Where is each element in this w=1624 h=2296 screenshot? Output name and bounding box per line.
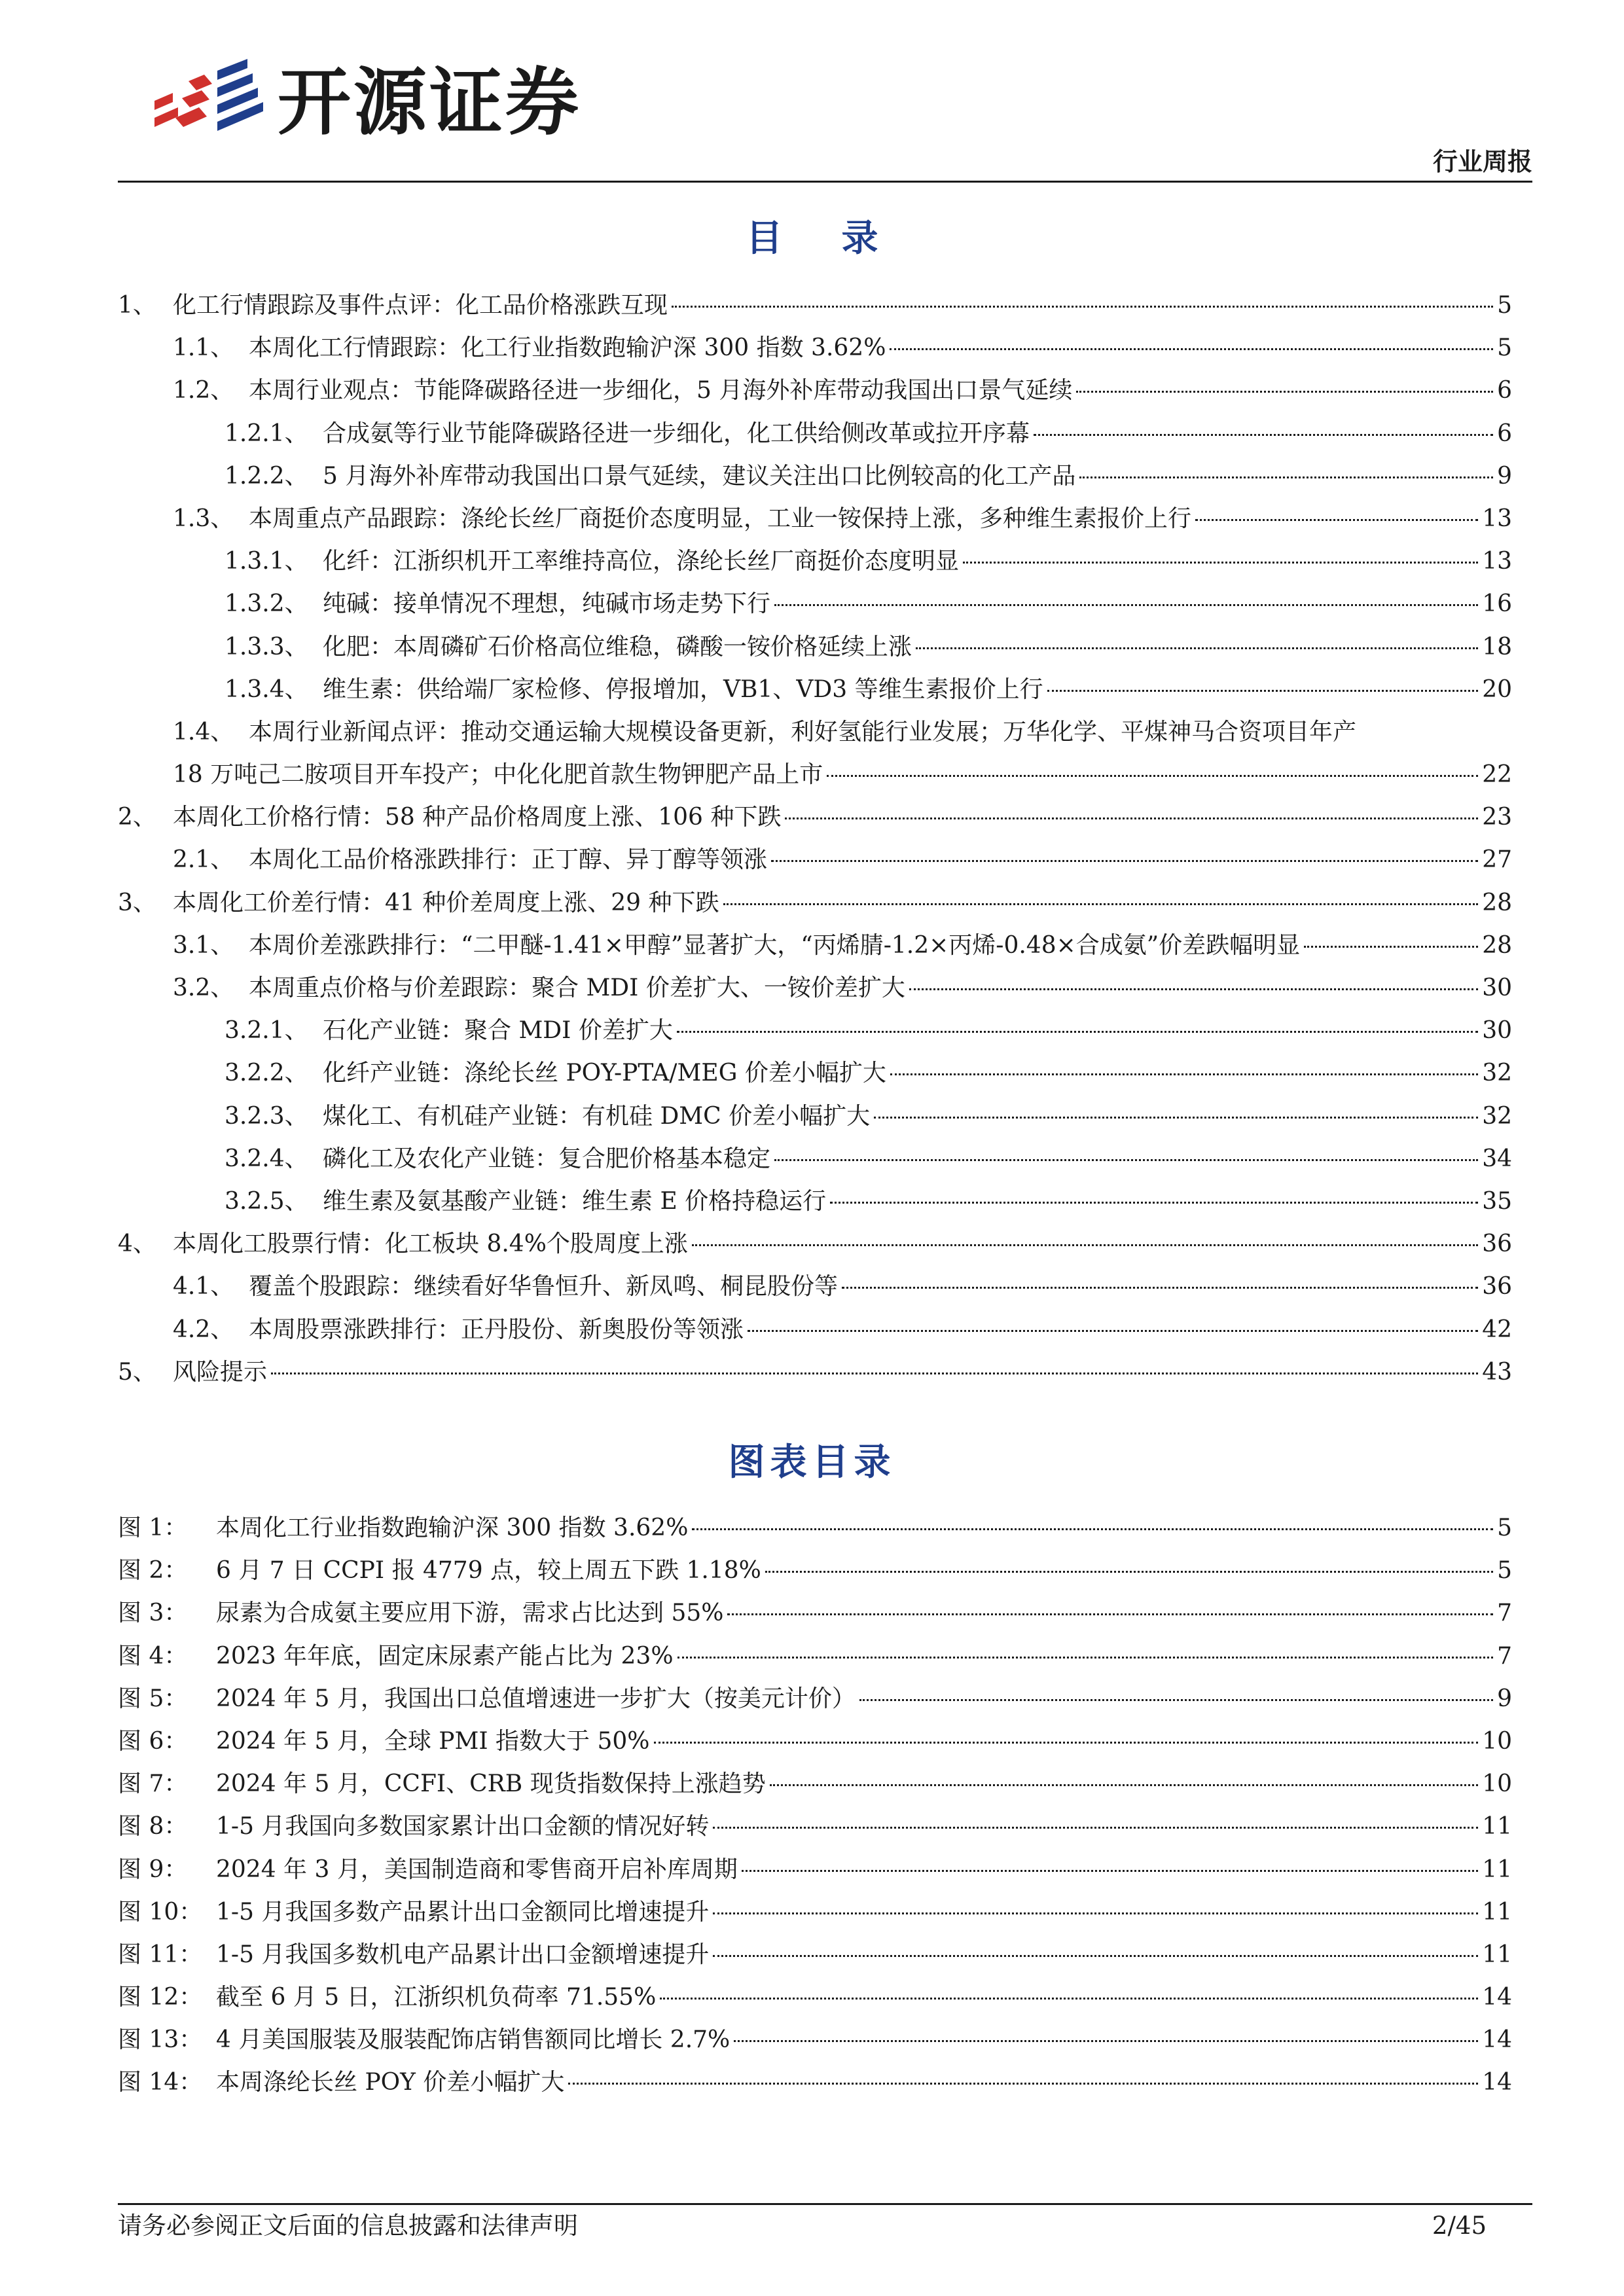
dot-leader [830,1202,1478,1204]
dot-leader [734,2040,1478,2042]
toc-entry[interactable] [118,327,1512,369]
toc-entry-number: 4、 [118,1230,156,1258]
toc-entry[interactable] [118,668,1512,711]
figure-entry-page: 14 [1482,2069,1512,2096]
toc-entry[interactable] [118,882,1512,924]
toc-entry-title: 5 月海外补库带动我国出口景气延续，建议关注出口比例较高的化工产品 [323,462,1076,490]
toc-entry-page: 34 [1482,1145,1512,1172]
dot-leader [748,1330,1478,1332]
toc-entry-title: 本周化工价差行情：41 种价差周度上涨、29 种下跌 [173,889,719,916]
dot-leader [727,1613,1493,1615]
toc-entry-page: 6 [1497,377,1512,404]
logo-mark-icon [149,55,274,147]
toc-entry-title: 本周重点价格与价差跟踪：聚合 MDI 价差扩大、一铵价差扩大 [249,975,905,1001]
toc-entry-page: 16 [1482,590,1512,618]
toc-entry-page: 5 [1497,292,1512,319]
figure-entry-page: 5 [1497,1557,1512,1585]
toc-entry[interactable] [118,540,1512,583]
figure-entry-label: 图 5： [118,1685,188,1712]
dot-leader [654,1742,1479,1744]
toc-entry-number: 3.2、 [173,975,234,1001]
toc-entry-page: 23 [1482,804,1512,831]
toc-entry-page: 35 [1482,1187,1512,1215]
toc-entry[interactable] [118,1180,1512,1223]
toc-entry-number: 1.3、 [173,505,234,532]
toc-entry-title: 本周化工价格行情：58 种产品价格周度上涨、106 种下跌 [173,804,782,831]
figure-entry-title: 本周化工行业指数跑输沪深 300 指数 3.62% [216,1515,689,1541]
figure-entry-label: 图 8： [118,1813,188,1840]
toc-entry-title: 化纤：江浙织机开工率维持高位，涤纶长丝厂商挺价态度明显 [323,548,960,575]
toc-title: 目录 [746,217,937,260]
toc-entry-page: 13 [1482,548,1512,575]
toc-entry[interactable] [118,1351,1512,1393]
toc-entry[interactable] [118,1095,1512,1138]
dot-leader [677,1031,1478,1033]
dot-leader [774,604,1478,606]
toc-entry-number: 2、 [118,804,156,831]
figure-entry-page: 9 [1497,1685,1512,1712]
toc-entry-number: 3、 [118,889,156,916]
figure-entry-title: 6 月 7 日 CCPI 报 4779 点，较上周五下跌 1.18% [216,1557,761,1585]
figure-entry-title: 本周涤纶长丝 POY 价差小幅扩大 [216,2069,565,2096]
toc-entry-page: 30 [1482,1017,1512,1045]
toc-entry[interactable] [118,924,1512,967]
toc-entry[interactable] [118,1265,1512,1308]
figure-entry[interactable] [118,1976,1512,2018]
figure-entry-label: 图 6： [118,1727,188,1755]
dot-leader [271,1372,1478,1374]
figure-entry[interactable] [118,1933,1512,1976]
figure-entry-page: 11 [1482,1898,1512,1926]
dot-leader [890,348,1493,350]
table-of-contents [118,284,1512,1393]
toc-entry-number: 1.3.1、 [225,548,308,575]
toc-entry-page: 13 [1482,505,1512,532]
toc-entry-page: 28 [1482,931,1512,959]
figure-entry-page: 5 [1497,1515,1512,1541]
dot-leader [916,647,1478,649]
toc-entry-title: 18 万吨己二胺项目开车投产；中化化肥首款生物钾肥产品上市 [173,761,823,789]
figure-entry-label: 图 11： [118,1941,203,1968]
toc-entry-page: 32 [1482,1060,1512,1087]
toc-entry-number: 1.3.3、 [225,633,308,660]
dot-leader [890,1073,1478,1075]
dot-leader [765,1571,1493,1573]
figure-entry[interactable] [118,2018,1512,2061]
toc-entry-title: 维生素及氨基酸产业链：维生素 E 价格持稳运行 [323,1187,827,1215]
dot-leader [774,1159,1478,1161]
toc-entry-title: 合成氨等行业节能降碳路径进一步细化，化工供给侧改革或拉开序幕 [323,420,1030,447]
footer-divider [118,2203,1532,2205]
figure-entry-title: 1-5 月我国多数机电产品累计出口金额增速提升 [216,1941,710,1968]
figure-entry-title: 2024 年 5 月，我国出口总值增速进一步扩大（按美元计价） [216,1685,856,1712]
toc-entry-number: 1.1、 [173,334,234,362]
toc-entry-number: 1.2.2、 [225,462,308,490]
figure-entry[interactable] [118,1805,1512,1848]
figure-entry-label: 图 7： [118,1770,188,1798]
dot-leader [723,903,1479,905]
toc-entry-number: 4.2、 [173,1316,234,1343]
dot-leader [859,1699,1493,1701]
figure-entry-page: 11 [1482,1813,1512,1840]
dot-leader [713,1955,1478,1957]
figure-entry[interactable] [118,1635,1512,1677]
figure-entry[interactable] [118,1549,1512,1592]
dot-leader [692,1528,1493,1530]
figure-entry-title: 2024 年 3 月，美国制造商和零售商开启补库周期 [216,1856,738,1883]
figure-entry-page: 10 [1482,1770,1512,1798]
toc-entry[interactable] [118,497,1512,540]
toc-entry[interactable] [118,583,1512,625]
dot-leader [672,306,1493,308]
footer-disclaimer: 请务必参阅正文后面的信息披露和法律声明 [118,2212,578,2240]
figure-entry-page: 14 [1482,2026,1512,2054]
toc-entry-page: 27 [1482,846,1512,874]
toc-entry[interactable] [118,1138,1512,1180]
toc-entry[interactable] [118,753,1512,796]
toc-entry-number: 5、 [118,1358,156,1386]
toc-entry-number: 3.2.5、 [225,1187,308,1215]
figure-entry[interactable] [118,1848,1512,1891]
dot-leader [1079,476,1493,478]
brand-name: 开源证券 [278,60,581,145]
toc-entry-number: 3.2.1、 [225,1017,308,1045]
dot-leader [771,860,1478,862]
figure-entry-page: 11 [1482,1941,1512,1968]
toc-entry-page: 28 [1482,889,1512,916]
toc-entry-page: 42 [1482,1316,1512,1343]
toc-entry-number: 4.1、 [173,1273,234,1300]
dot-leader [770,1784,1478,1786]
figure-entry-label: 图 4： [118,1642,188,1670]
toc-entry[interactable] [118,369,1512,412]
dot-leader [692,1244,1478,1246]
figure-entry-title: 1-5 月我国向多数国家累计出口金额的情况好转 [216,1813,710,1840]
dot-leader [713,1912,1478,1914]
toc-entry-page: 6 [1497,420,1512,447]
toc-entry-page: 43 [1482,1358,1512,1386]
toc-entry-title: 本周股票涨跌排行：正丹股份、新奥股份等领涨 [249,1316,744,1343]
figure-entry-title: 4 月美国服装及服装配饰店销售额同比增长 2.7% [216,2026,731,2054]
toc-entry-title: 风险提示 [173,1358,268,1386]
figure-entry-page: 7 [1497,1642,1512,1670]
toc-entry-title: 本周行业新闻点评：推动交通运输大规模设备更新，利好氢能行业发展；万华化学、平煤神马合资项目年产 [249,718,1357,745]
figure-entry-label: 图 2： [118,1557,188,1585]
company-logo [149,51,621,149]
toc-entry-title: 维生素：供给端厂家检修、停报增加，VB1、VD3 等维生素报价上行 [323,675,1043,703]
figure-entry-page: 11 [1482,1856,1512,1883]
figure-entry-label: 图 14： [118,2069,203,2096]
toc-entry[interactable] [118,711,1512,753]
toc-entry-page: 5 [1497,334,1512,362]
figure-entry-label: 图 3： [118,1600,188,1627]
figure-entry-title: 尿素为合成氨主要应用下游，需求占比达到 55% [216,1600,724,1627]
dot-leader [660,1998,1478,2000]
dot-leader [713,1827,1478,1829]
toc-entry-number: 1、 [118,292,156,319]
figure-entry-page: 7 [1497,1600,1512,1627]
toc-entry-title: 化肥：本周磷矿石价格高位维稳，磷酸一铵价格延续上涨 [323,633,912,660]
dot-leader [1047,690,1479,692]
dot-leader [963,562,1478,564]
toc-entry[interactable] [118,626,1512,668]
toc-entry-page: 18 [1482,633,1512,660]
toc-entry-page: 36 [1482,1273,1512,1300]
figure-entry-label: 图 1： [118,1515,188,1541]
toc-entry[interactable] [118,412,1512,455]
toc-entry-title: 煤化工、有机硅产业链：有机硅 DMC 价差小幅扩大 [323,1102,871,1130]
toc-entry-number: 1.2、 [173,377,234,404]
toc-entry[interactable] [118,455,1512,497]
toc-entry[interactable] [118,284,1512,327]
toc-entry[interactable] [118,796,1512,838]
toc-entry-number: 1.3.4、 [225,675,308,703]
toc-entry-title: 本周重点产品跟踪：涤纶长丝厂商挺价态度明显，工业一铵保持上涨，多种维生素报价上行 [249,505,1192,532]
figure-entry[interactable] [118,1507,1512,1549]
toc-entry[interactable] [118,1009,1512,1052]
toc-entry-title: 本周化工行情跟踪：化工行业指数跑输沪深 300 指数 3.62% [249,334,886,362]
toc-entry-number: 1.3.2、 [225,590,308,618]
toc-entry-title: 本周化工品价格涨跌排行：正丁醇、异丁醇等领涨 [249,846,768,874]
toc-entry-title: 本周化工股票行情：化工板块 8.4%个股周度上涨 [173,1230,688,1258]
figure-entry[interactable] [118,1677,1512,1720]
dot-leader [909,988,1478,990]
dot-leader [1304,946,1478,948]
toc-entry-title: 化工行情跟踪及事件点评：化工品价格涨跌互现 [173,292,668,319]
toc-entry-number: 3.2.2、 [225,1060,308,1087]
figure-entry-title: 2024 年 5 月，全球 PMI 指数大于 50% [216,1727,650,1755]
toc-entry[interactable] [118,1223,1512,1265]
figure-entry[interactable] [118,1592,1512,1634]
toc-entry[interactable] [118,838,1512,881]
toc-entry-page: 20 [1482,675,1512,703]
toc-entry-number: 1.2.1、 [225,420,308,447]
dot-leader [842,1287,1478,1289]
toc-entry-page: 22 [1482,761,1512,789]
figure-entry-label: 图 9： [118,1856,188,1883]
dot-leader [874,1117,1478,1119]
toc-entry-title: 本周行业观点：节能降碳路径进一步细化，5 月海外补库带动我国出口景气延续 [249,377,1073,404]
toc-entry-title: 化纤产业链：涤纶长丝 POY-PTA/MEG 价差小幅扩大 [323,1060,886,1087]
figure-list-title: 图表目录 [728,1441,896,1484]
figure-entry-title: 2023 年年底，固定床尿素产能占比为 23% [216,1642,674,1670]
figure-entry[interactable] [118,1763,1512,1805]
header-divider [118,181,1532,183]
toc-entry-page: 36 [1482,1230,1512,1258]
toc-entry[interactable] [118,1052,1512,1094]
dot-leader [1034,434,1493,436]
figure-entry-page: 10 [1482,1727,1512,1755]
toc-entry-number: 3.2.3、 [225,1102,308,1130]
figure-entry-title: 2024 年 5 月，CCFI、CRB 现货指数保持上涨趋势 [216,1770,766,1798]
dot-leader [827,775,1478,777]
toc-entry-page: 9 [1497,462,1512,490]
figure-entry-label: 图 13： [118,2026,203,2054]
figure-entry-title: 1-5 月我国多数产品累计出口金额同比增速提升 [216,1898,710,1926]
toc-entry-title: 磷化工及农化产业链：复合肥价格基本稳定 [323,1145,771,1172]
toc-entry-number: 2.1、 [173,846,234,874]
dot-leader [742,1870,1478,1872]
figure-entry-page: 14 [1482,1984,1512,2011]
dot-leader [568,2083,1478,2085]
figure-entry-title: 截至 6 月 5 日，江浙织机负荷率 71.55% [216,1984,657,2011]
dot-leader [785,817,1478,819]
toc-entry[interactable] [118,1308,1512,1351]
toc-entry-title: 纯碱：接单情况不理想，纯碱市场走势下行 [323,590,771,618]
toc-entry-page: 32 [1482,1102,1512,1130]
toc-entry[interactable] [118,967,1512,1009]
figure-list [118,1507,1512,2104]
toc-entry-number: 1.4、 [173,718,234,745]
dot-leader [1195,519,1478,521]
dot-leader [677,1657,1494,1659]
figure-entry-label: 图 12： [118,1984,203,2011]
toc-entry-title: 石化产业链：聚合 MDI 价差扩大 [323,1017,673,1045]
dot-leader [1076,391,1493,393]
figure-entry-label: 图 10： [118,1898,203,1926]
toc-entry-title: 本周价差涨跌排行：“二甲醚-1.41×甲醇”显著扩大，“丙烯腈-1.2×丙烯-0.48×合成氨”价差跌幅明显 [249,931,1301,959]
toc-entry-title: 覆盖个股跟踪：继续看好华鲁恒升、新凤鸣、桐昆股份等 [249,1273,839,1300]
toc-entry-page: 30 [1482,975,1512,1001]
figure-entry[interactable] [118,2061,1512,2104]
page-number: 2/45 [1432,2212,1487,2240]
toc-entry-number: 3.1、 [173,931,234,959]
report-type-label: 行业周报 [1432,147,1532,176]
figure-entry[interactable] [118,1891,1512,1933]
figure-entry[interactable] [118,1720,1512,1763]
toc-entry-number: 3.2.4、 [225,1145,308,1172]
